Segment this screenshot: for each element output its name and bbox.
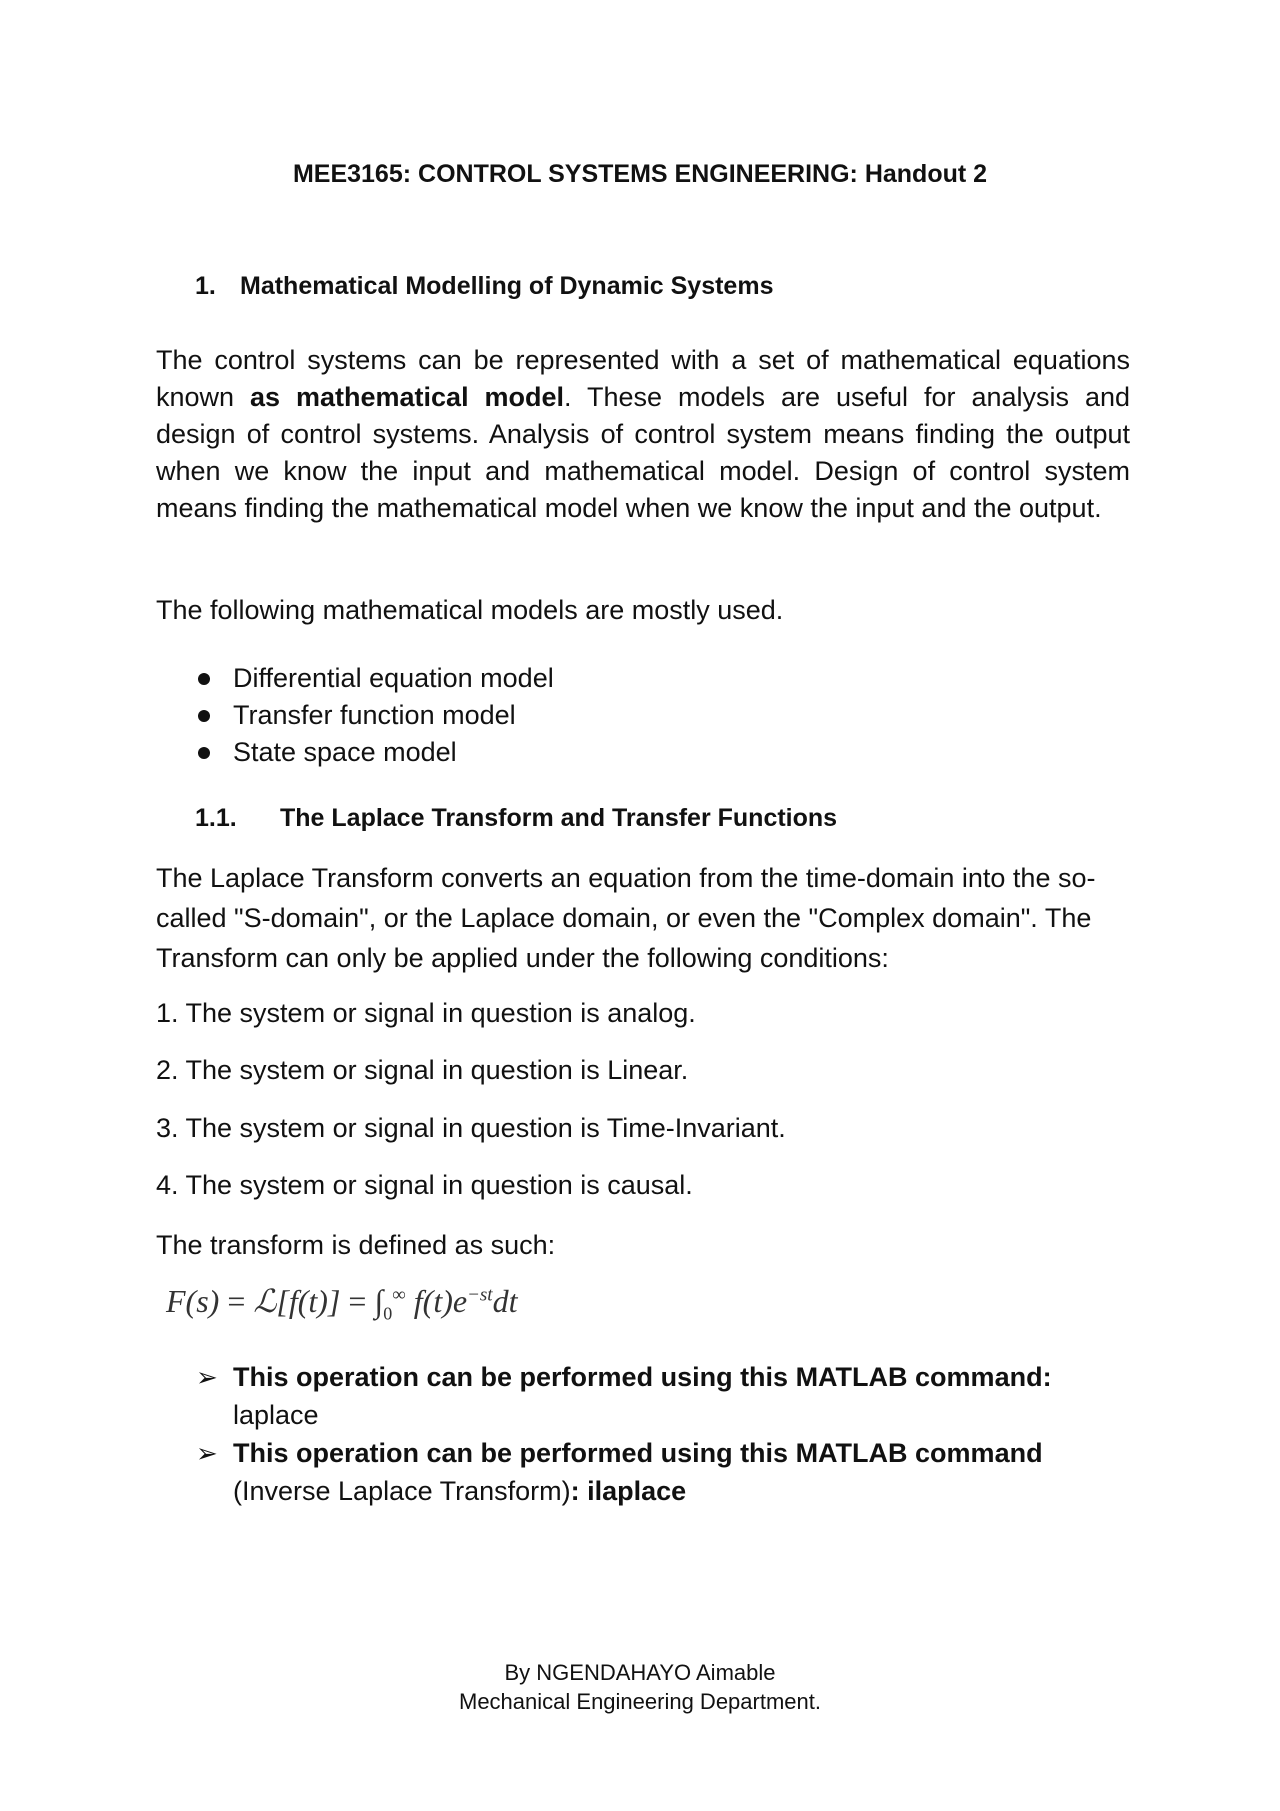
definition-sentence: The transform is defined as such: [156, 1230, 556, 1260]
integral-icon: ∫ [374, 1283, 384, 1319]
matlab-command: : ilaplace [570, 1476, 687, 1506]
formula-integrand: f(t)e [413, 1283, 468, 1319]
document-title: MEE3165: CONTROL SYSTEMS ENGINEERING: Handout 2 [292, 160, 988, 188]
arrow-bullet-icon: ➢ [196, 1362, 218, 1392]
laplace-formula [166, 1282, 517, 1324]
bullet-icon [198, 673, 210, 685]
page-footer [0, 1658, 1280, 1716]
bullet-icon [198, 747, 210, 759]
list-item-text: Transfer function model [233, 700, 516, 730]
formula-exponent: −st [467, 1284, 493, 1306]
list-item [196, 1434, 1136, 1510]
list-item-text: State space model [233, 737, 457, 767]
formula-equals: = [348, 1283, 367, 1319]
list-item [196, 697, 554, 734]
condition-item: 1. The system or signal in question is analog. [156, 998, 696, 1028]
matlab-note-text: (Inverse Laplace Transform) [233, 1476, 571, 1506]
list-item [196, 734, 554, 771]
formula-lhs: F(s) [166, 1283, 220, 1319]
intro-text-bold: as mathematical model [250, 382, 565, 412]
condition-item: 4. The system or signal in question is causal. [156, 1170, 693, 1200]
section-heading-1 [195, 272, 773, 301]
section-heading-1-1 [195, 804, 837, 833]
section-number: 1. [195, 272, 216, 300]
bullet-icon [198, 710, 210, 722]
list-item [196, 1358, 1136, 1434]
intro-text-start: The control systems can be represented with a set of mathematical equations known [156, 345, 1130, 412]
matlab-command: laplace [233, 1400, 319, 1430]
formula-equals: = [227, 1283, 246, 1319]
laplace-intro-paragraph: The Laplace Transform converts an equation from the time-domain into the so-called "S-domain", or the Laplace domain, or even the "Complex domain". The Transform can only be applied under the following conditions: [156, 863, 1096, 973]
models-intro-paragraph: The following mathematical models are mostly used. [156, 595, 784, 625]
integral-lower-limit: 0 [383, 1303, 393, 1324]
formula-differential: dt [492, 1283, 518, 1319]
list-item [196, 660, 554, 697]
models-list [196, 660, 554, 771]
condition-item: 3. The system or signal in question is Time-Invariant. [156, 1113, 786, 1143]
intro-text-end: . These models are useful for analysis and design of control systems. Analysis of control system means finding the output when we know the input and mathematical model. Design of control system means finding the mathematical model when we know the input and the output. [156, 382, 1130, 523]
matlab-note-bold: This operation can be performed using this MATLAB command [233, 1438, 1043, 1468]
section-heading-text: The Laplace Transform and Transfer Functions [280, 804, 838, 832]
footer-department: Mechanical Engineering Department. [459, 1689, 821, 1714]
section-number: 1.1. [195, 804, 237, 832]
integral-upper-limit: ∞ [392, 1284, 406, 1306]
footer-author: By NGENDAHAYO Aimable [504, 1660, 776, 1685]
matlab-note-bold: This operation can be performed using this MATLAB command: [233, 1362, 1052, 1392]
arrow-bullet-icon: ➢ [196, 1438, 218, 1468]
formula-operator: ℒ[f(t)] [253, 1283, 341, 1319]
list-item-text: Differential equation model [233, 663, 554, 693]
intro-paragraph [156, 342, 1130, 527]
matlab-commands-list [196, 1358, 1136, 1510]
section-heading-text: Mathematical Modelling of Dynamic Systems [240, 272, 774, 300]
condition-item: 2. The system or signal in question is Linear. [156, 1055, 689, 1085]
